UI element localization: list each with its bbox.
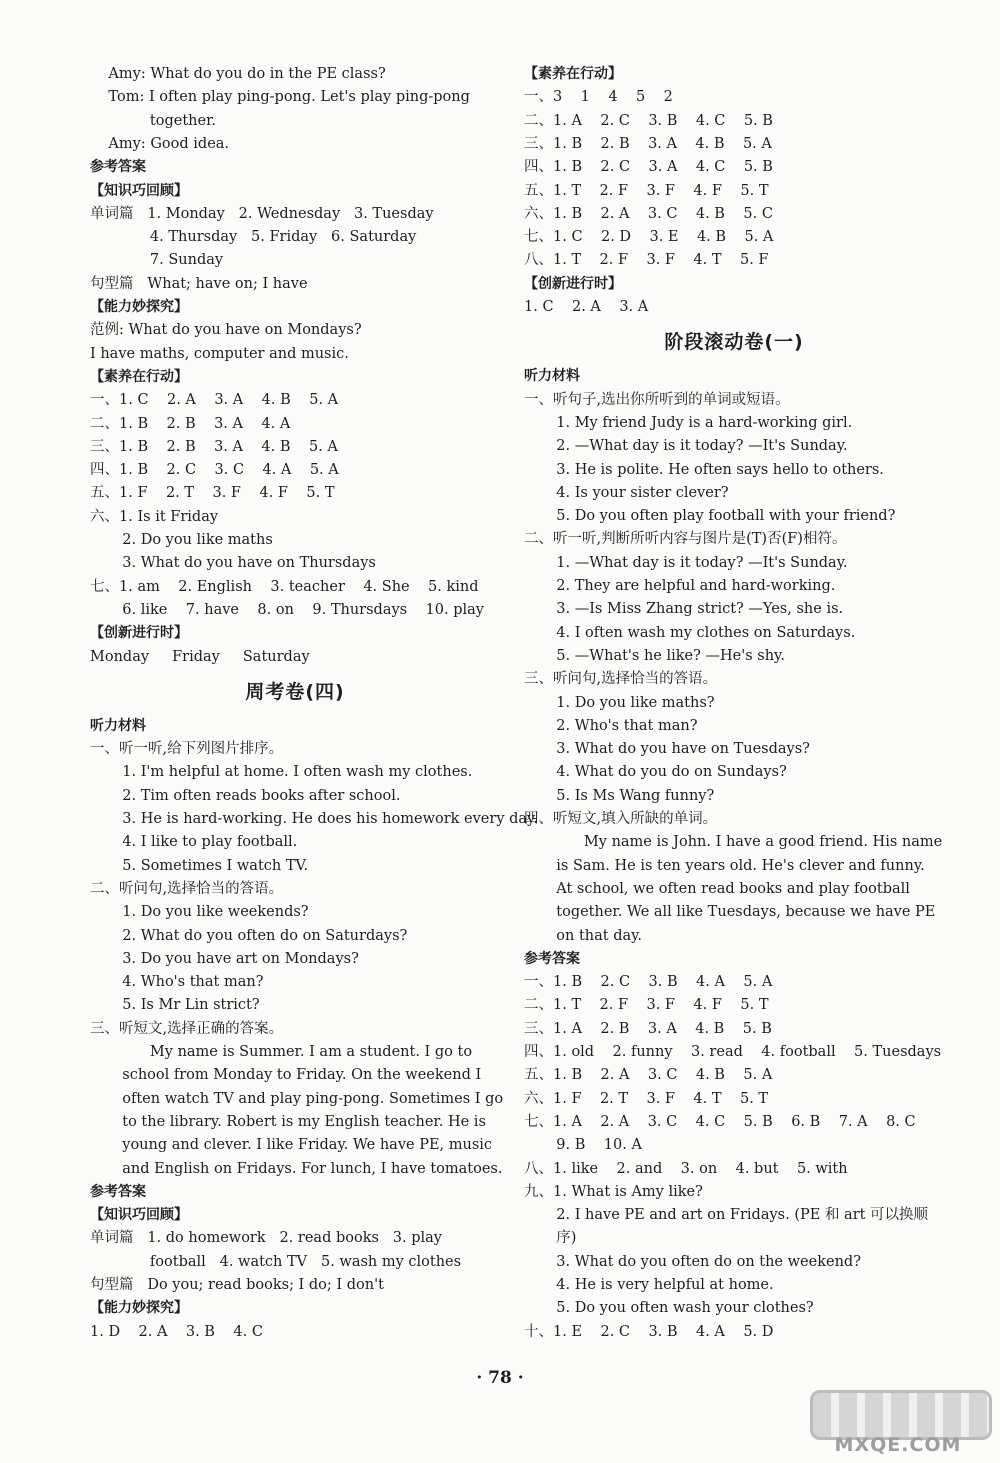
text-line: 4. Thursday 5. Friday 6. Saturday — [90, 229, 417, 246]
text-line: 三、1. B 2. B 3. A 4. B 5. A — [524, 135, 772, 152]
text-line: school from Monday to Friday. On the weekend I — [90, 1067, 482, 1084]
section-heading: 【能力妙探究】 — [90, 1300, 188, 1317]
text-line: 2. What do you often do on Saturdays? — [90, 927, 408, 944]
text-line: I have maths, computer and music. — [90, 345, 349, 362]
section-heading: 参考答案 — [90, 1183, 146, 1200]
watermark-logo-icon — [810, 1390, 992, 1440]
section-heading: 【素养在行动】 — [90, 368, 188, 385]
text-line: 单词篇 1. do homework 2. read books 3. play — [90, 1230, 442, 1247]
section-heading: 【素养在行动】 — [524, 66, 622, 82]
text-line: 4. He is very helpful at home. — [524, 1277, 774, 1293]
section-heading: 参考答案 — [90, 159, 146, 176]
text-line: 三、听问句,选择恰当的答语。 — [524, 671, 718, 688]
text-line: to the library. Robert is my English teacher. He is — [90, 1113, 486, 1130]
text-line: 序) — [524, 1230, 577, 1247]
text-line: 3. What do you have on Tuesdays? — [524, 741, 810, 758]
text-line: 范例: What do you have on Mondays? — [90, 322, 362, 339]
text-line: 三、听短文,选择正确的答案。 — [90, 1020, 284, 1037]
text-line: 5. Sometimes I watch TV. — [90, 857, 309, 874]
text-line: 3. What do you often do on the weekend? — [524, 1253, 861, 1270]
section-title: 周考卷(四) — [245, 680, 345, 703]
text-line: young and clever. I like Friday. We have PE, music — [90, 1137, 493, 1154]
section-title: 阶段滚动卷(一) — [664, 331, 804, 354]
text-line: 6. like 7. have 8. on 9. Thursdays 10. play — [90, 601, 484, 618]
text-line: 一、3 1 4 5 2 — [524, 89, 673, 106]
text-line: 七、1. A 2. A 3. C 4. C 5. B 6. B 7. A 8. C — [524, 1113, 916, 1130]
text-line: 一、1. C 2. A 3. A 4. B 5. A — [90, 392, 339, 409]
text-line: 七、1. C 2. D 3. E 4. B 5. A — [524, 229, 774, 246]
text-line: 三、1. B 2. B 3. A 4. B 5. A — [90, 438, 338, 455]
text-line: 2. Do you like maths — [90, 532, 273, 548]
text-line: 四、1. old 2. funny 3. read 4. football 5. Tuesdays — [524, 1044, 942, 1060]
text-line: Tom: I often play ping-pong. Let's play ping-pong — [90, 89, 470, 106]
text-line: 八、1. like 2. and 3. on 4. but 5. with — [524, 1160, 848, 1177]
text-line: 4. Who's that man? — [90, 974, 264, 991]
text-line: 句型篇 What; have on; I have — [90, 275, 308, 292]
text-line: often watch TV and play ping-pong. Sometimes I go — [90, 1090, 504, 1107]
text-line: 3. He is hard-working. He does his homework every day. — [90, 811, 538, 827]
text-line: 句型篇 Do you; read books; I do; I don't — [90, 1277, 384, 1293]
watermark-logo — [804, 1390, 992, 1460]
text-line: 二、1. A 2. C 3. B 4. C 5. B — [524, 112, 773, 129]
text-line: 2. They are helpful and hard-working. — [524, 578, 836, 594]
text-line: 十、1. E 2. C 3. B 4. A 5. D — [524, 1323, 774, 1340]
section-heading: 【能力妙探究】 — [90, 299, 188, 315]
text-line: 五、1. T 2. F 3. F 4. F 5. T — [524, 182, 769, 199]
text-line: 3. —Is Miss Zhang strict? —Yes, she is. — [524, 601, 844, 618]
section-heading: 【知识巧回顾】 — [90, 182, 188, 199]
text-line: 5. Is Ms Wang funny? — [524, 787, 715, 804]
text-line: 1. Do you like weekends? — [90, 904, 309, 921]
text-line: 2. I have PE and art on Fridays. (PE 和 art 可以换顺 — [524, 1207, 929, 1224]
text-line: 4. I like to play football. — [90, 834, 298, 851]
text-line: 3. He is polite. He often says hello to others. — [524, 461, 884, 478]
text-line: 一、听一听,给下列图片排序。 — [90, 741, 284, 758]
text-line: is Sam. He is ten years old. He's clever and funny. — [524, 857, 925, 874]
section-heading: 参考答案 — [524, 950, 580, 967]
section-heading: 【创新进行时】 — [90, 625, 188, 642]
text-line: 四、1. B 2. C 3. A 4. C 5. B — [524, 159, 773, 176]
text-line: 六、1. F 2. T 3. F 4. T 5. T — [524, 1090, 769, 1107]
text-line: 2. Who's that man? — [524, 717, 698, 734]
text-line: Amy: Good idea. — [90, 135, 230, 152]
text-line: 1. I'm helpful at home. I often wash my clothes. — [90, 764, 473, 781]
text-line: together. We all like Tuesdays, because we have PE — [524, 904, 936, 921]
text-line: football 4. watch TV 5. wash my clothes — [90, 1253, 462, 1270]
text-line: 二、听一听,判断所听内容与图片是(T)否(F)相符。 — [524, 531, 847, 548]
text-line: 1. —What day is it today? —It's Sunday. — [524, 554, 848, 571]
text-line: 九、1. What is Amy like? — [524, 1183, 703, 1200]
text-line: 9. B 10. A — [524, 1137, 642, 1154]
text-line: 3. Do you have art on Mondays? — [90, 950, 359, 967]
text-line: 2. —What day is it today? —It's Sunday. — [524, 438, 848, 455]
section-heading: 【知识巧回顾】 — [90, 1207, 188, 1224]
text-line: 五、1. B 2. A 3. C 4. B 5. A — [524, 1067, 773, 1084]
text-line: 5. Is Mr Lin strict? — [90, 997, 260, 1014]
text-line: 2. Tim often reads books after school. — [90, 787, 401, 804]
text-line: 3. What do you have on Thursdays — [90, 555, 376, 572]
section-heading: 【创新进行时】 — [524, 275, 622, 292]
text-line: 四、听短文,填入所缺的单词。 — [524, 811, 718, 827]
text-line: 八、1. T 2. F 3. F 4. T 5. F — [524, 252, 769, 269]
text-line: together. — [90, 112, 217, 129]
text-line: 1. D 2. A 3. B 4. C — [90, 1323, 263, 1340]
text-line: 五、1. F 2. T 3. F 4. F 5. T — [90, 485, 335, 502]
section-heading: 听力材料 — [90, 717, 146, 734]
text-line: 1. Do you like maths? — [524, 694, 715, 711]
text-line: 六、1. Is it Friday — [90, 508, 219, 525]
text-line: At school, we often read books and play football — [524, 880, 910, 897]
page-number: · 78 · — [476, 1368, 524, 1388]
watermark-text: MXQE.COM — [834, 1434, 962, 1456]
text-line: 单词篇 1. Monday 2. Wednesday 3. Tuesday — [90, 205, 434, 222]
text-line: 4. I often wash my clothes on Saturdays. — [524, 624, 856, 641]
text-line: 4. What do you do on Sundays? — [524, 764, 787, 781]
text-line: 一、听句子,选出你所听到的单词或短语。 — [524, 391, 790, 408]
text-line: 四、1. B 2. C 3. C 4. A 5. A — [90, 462, 339, 479]
text-line: 一、1. B 2. C 3. B 4. A 5. A — [524, 974, 773, 991]
text-line: 1. C 2. A 3. A — [524, 299, 649, 315]
text-line: Amy: What do you do in the PE class? — [90, 66, 386, 82]
text-line: 二、1. B 2. B 3. A 4. A — [90, 415, 291, 432]
text-line: 7. Sunday — [90, 252, 224, 269]
text-line: Monday Friday Saturday — [90, 648, 310, 665]
text-line: on that day. — [524, 927, 642, 944]
text-line: 二、听问句,选择恰当的答语。 — [90, 880, 284, 897]
text-line: My name is John. I have a good friend. His name — [524, 834, 943, 851]
text-line: 二、1. T 2. F 3. F 4. F 5. T — [524, 997, 769, 1014]
section-heading: 听力材料 — [524, 368, 580, 385]
text-line: 5. Do you often play football with your friend? — [524, 508, 896, 525]
text-line: 六、1. B 2. A 3. C 4. B 5. C — [524, 205, 773, 222]
text-line: 4. Is your sister clever? — [524, 484, 729, 501]
text-line: 5. —What's he like? —He's shy. — [524, 647, 785, 664]
text-line: 5. Do you often wash your clothes? — [524, 1300, 814, 1317]
text-line: and English on Fridays. For lunch, I have tomatoes. — [90, 1160, 503, 1177]
text-line: 1. My friend Judy is a hard-working girl. — [524, 414, 853, 431]
text-line: My name is Summer. I am a student. I go to — [90, 1044, 473, 1060]
text-line: 三、1. A 2. B 3. A 4. B 5. B — [524, 1020, 772, 1037]
text-line: 七、1. am 2. English 3. teacher 4. She 5. kind — [90, 578, 479, 595]
